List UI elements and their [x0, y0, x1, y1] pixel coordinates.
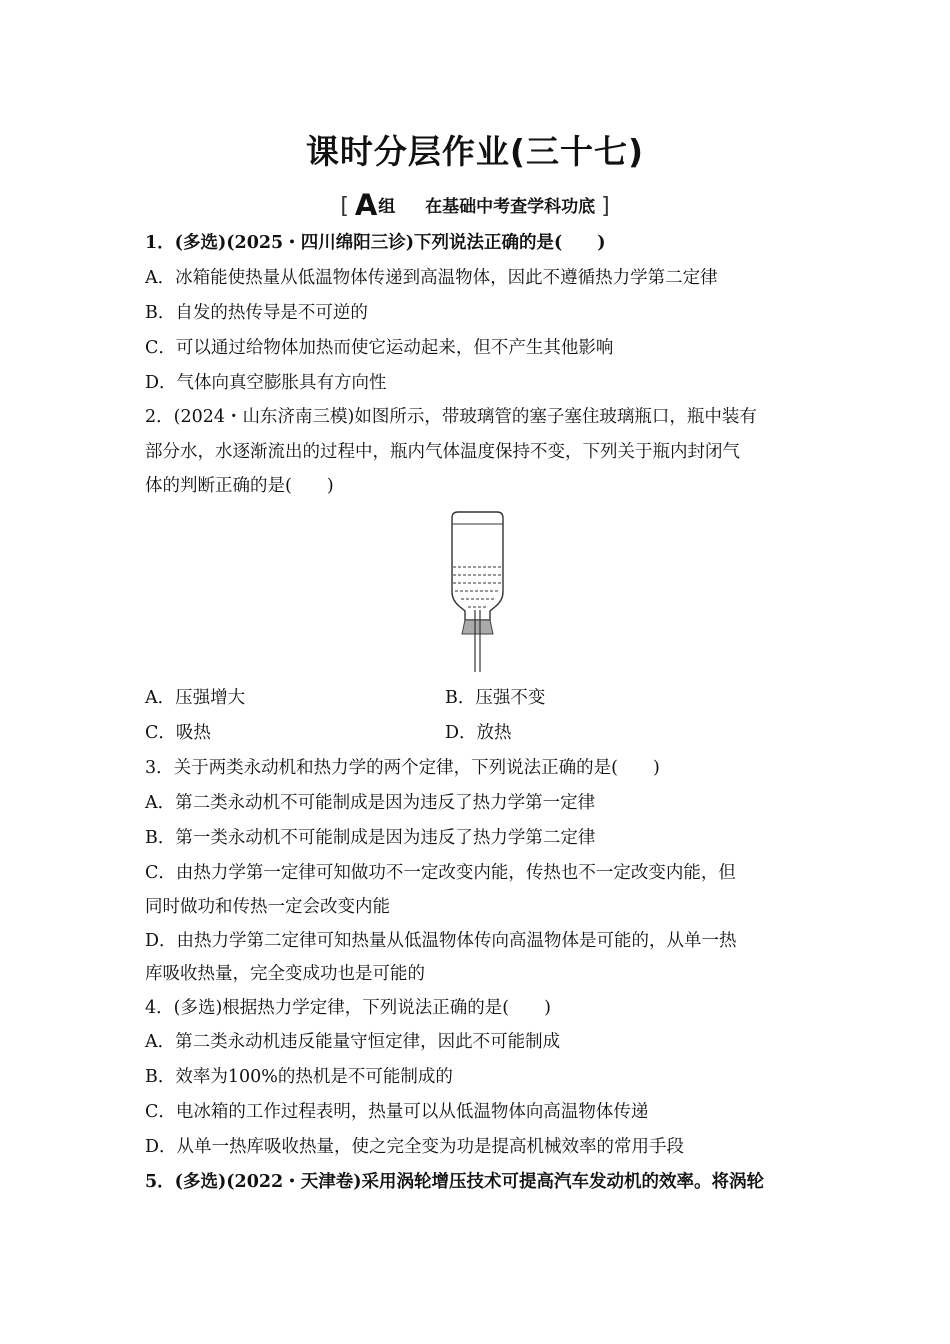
question-4-stem: 4．(多选)根据热力学定律，下列说法正确的是( )	[145, 998, 551, 1018]
question-2-option-c: C．吸热	[145, 723, 211, 743]
question-3-option-d-line-2: 库吸收热量，完全变成功也是可能的	[145, 964, 425, 984]
question-3-option-a: A．第二类永动机不可能制成是因为违反了热力学第一定律	[145, 793, 596, 813]
question-3-option-c-line-1: C．由热力学第一定律可知做功不一定改变内能，传热也不一定改变内能，但	[145, 863, 736, 883]
question-2-option-a: A．压强增大	[145, 688, 246, 708]
group-letter: A	[354, 188, 378, 222]
question-4-option-a: A．第二类永动机违反能量守恒定律，因此不可能制成	[145, 1032, 561, 1052]
question-3-option-c-line-2: 同时做功和传热一定会改变内能	[145, 897, 390, 917]
question-4-option-d: D．从单一热库吸收热量，使之完全变为功是提高机械效率的常用手段	[145, 1137, 685, 1157]
question-1-option-b: B．自发的热传导是不可逆的	[145, 303, 368, 323]
question-1-option-d: D．气体向真空膨胀具有方向性	[145, 373, 387, 393]
bottle-figure	[430, 510, 525, 680]
question-2-stem-line-2: 部分水，水逐渐流出的过程中，瓶内气体温度保持不变，下列关于瓶内封闭气	[145, 442, 740, 462]
question-1-option-a: A．冰箱能使热量从低温物体传递到高温物体，因此不遵循热力学第二定律	[145, 268, 718, 288]
question-4-option-b: B．效率为100%的热机是不可能制成的	[145, 1067, 453, 1087]
group-label: 组	[378, 197, 396, 217]
question-2-option-d: D．放热	[445, 723, 512, 743]
question-2-stem-line-3: 体的判断正确的是( )	[145, 476, 334, 496]
group-subtitle: 在基础中考查学科功底	[425, 197, 596, 217]
question-4-option-c: C．电冰箱的工作过程表明，热量可以从低温物体向高温物体传递	[145, 1102, 649, 1122]
question-1-stem: 1．(多选)(2025・四川绵阳三诊)下列说法正确的是( )	[145, 233, 606, 253]
question-3-option-d-line-1: D．由热力学第二定律可知热量从低温物体传向高温物体是可能的，从单一热	[145, 931, 737, 951]
group-bracket-right: ]	[601, 194, 610, 219]
question-1-option-c: C．可以通过给物体加热而使它运动起来，但不产生其他影响	[145, 338, 614, 358]
question-2-stem-line-1: 2．(2024・山东济南三模)如图所示，带玻璃管的塞子塞住玻璃瓶口，瓶中装有	[145, 407, 757, 427]
group-header	[0, 188, 950, 222]
stopper	[462, 620, 493, 634]
group-bracket-left: [	[340, 194, 349, 219]
question-3-option-b: B．第一类永动机不可能制成是因为违反了热力学第二定律	[145, 828, 596, 848]
page-title: 课时分层作业(三十七)	[305, 132, 645, 171]
bottle-outline	[452, 512, 503, 620]
question-3-stem: 3．关于两类永动机和热力学的两个定律，下列说法正确的是( )	[145, 758, 660, 778]
question-2-option-b: B．压强不变	[445, 688, 546, 708]
question-5-stem-line-1: 5．(多选)(2022・天津卷)采用涡轮增压技术可提高汽车发动机的效率。将涡轮	[145, 1172, 765, 1192]
